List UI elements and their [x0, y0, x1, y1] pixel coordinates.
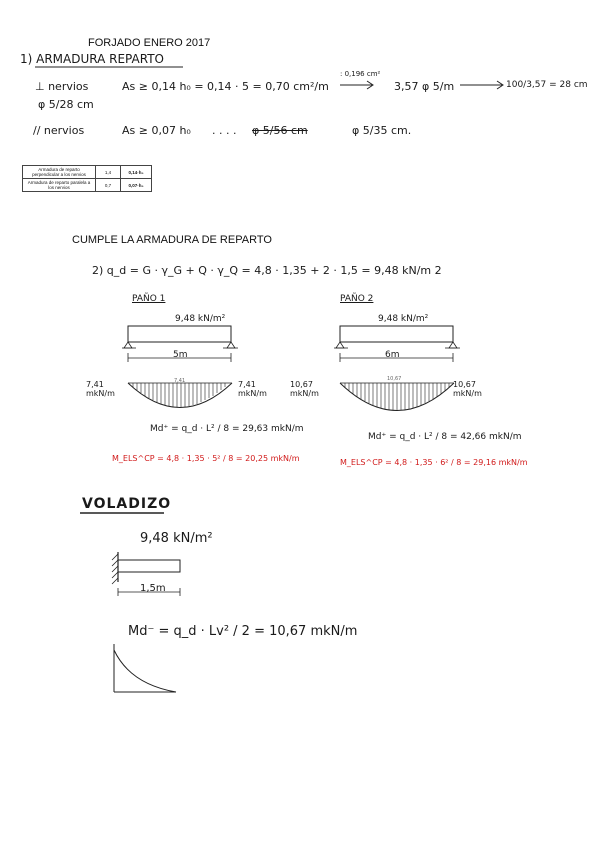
- line1-label: ⊥ nervios: [35, 80, 89, 93]
- pano2-label: PAÑO 2: [340, 294, 374, 304]
- line1-arrow-note: : 0,196 cm²: [340, 70, 381, 78]
- arrow-long: [460, 80, 510, 90]
- reference-table: [22, 165, 152, 192]
- voladizo-span: 1,5m: [140, 583, 166, 594]
- pano1-beam: [118, 320, 248, 370]
- pano1-md-eq: Md⁺ = q_d · L² / 8 = 29,63 mkN/m: [150, 424, 304, 434]
- cumple-note: CUMPLE LA ARMADURA DE REPARTO: [72, 234, 272, 246]
- voladizo-beam: [100, 548, 200, 608]
- table-cell: 0,7: [96, 179, 121, 192]
- table-cell: 0,07·h₀: [121, 179, 152, 192]
- table-cell: 0,14·h₀: [121, 166, 152, 179]
- voladizo-md-eq: Md⁻ = q_d · Lv² / 2 = 10,67 mkN/m: [128, 624, 358, 639]
- line1-spacing: 100/3,57 = 28 cm: [506, 80, 588, 90]
- section2-equation: 2) q_d = G · γ_G + Q · γ_Q = 4,8 · 1,35 + 2 · 1,5 = 9,48 kN/m 2: [92, 264, 442, 277]
- pano1-mels-eq: M_ELS^CP = 4,8 · 1,35 · 5² / 8 = 20,25 mkN/m: [112, 454, 300, 463]
- line3-result: φ 5/35 cm.: [352, 124, 412, 137]
- pano2-moment-diagram: [337, 380, 457, 424]
- line3-struck: φ 5/56 cm: [252, 124, 308, 137]
- voladizo-heading: VOLADIZO: [82, 496, 172, 512]
- voladizo-underline: [80, 512, 170, 516]
- pano1-label: PAÑO 1: [132, 294, 166, 304]
- pano1-moment-diagram: [125, 380, 235, 420]
- pano2-m-right: 10,67 mkN/m: [453, 380, 482, 398]
- table-row: [23, 166, 152, 179]
- arrow-short: [340, 80, 380, 90]
- pano2-mels-eq: M_ELS^CP = 4,8 · 1,35 · 6² / 8 = 29,16 mkN/m: [340, 458, 528, 467]
- section1-heading: [20, 52, 164, 66]
- pano2-load: 9,48 kN/m²: [378, 314, 429, 324]
- pano2-span: 6m: [385, 350, 400, 360]
- line3-equation: As ≥ 0,07 h₀: [122, 124, 191, 137]
- pano2-beam: [330, 320, 460, 370]
- page-title: FORJADO ENERO 2017: [88, 37, 211, 49]
- section1-underline: [35, 66, 195, 69]
- pano1-m-right: 7,41 mkN/m: [238, 380, 267, 398]
- pano2-m-small: 10,67: [387, 376, 402, 382]
- pano2-md-eq: Md⁺ = q_d · L² / 8 = 42,66 mkN/m: [368, 432, 522, 442]
- table-row: [23, 179, 152, 192]
- pano1-m-small: 7,41: [174, 378, 186, 384]
- table-cell: 1,4: [96, 166, 121, 179]
- pano1-m-left: 7,41 mkN/m: [86, 380, 115, 398]
- line1-result: 3,57 φ 5/m: [394, 80, 455, 93]
- line2-bar-spec: φ 5/28 cm: [38, 98, 94, 111]
- table-cell: Armadura de reparto perpendicular a los nervios: [23, 166, 96, 179]
- line3-label: // nervios: [33, 124, 85, 137]
- section1-heading-text: 1) ARMADURA REPARTO: [20, 52, 164, 66]
- line1-equation: As ≥ 0,14 h₀ = 0,14 · 5 = 0,70 cm²/m: [122, 80, 329, 93]
- pano1-load: 9,48 kN/m²: [175, 314, 226, 324]
- pano2-m-left: 10,67 mkN/m: [290, 380, 319, 398]
- voladizo-moment-diagram: [110, 640, 180, 700]
- line3-dots: . . . .: [212, 124, 237, 137]
- voladizo-load: 9,48 kN/m²: [140, 531, 213, 546]
- pano1-span: 5m: [173, 350, 188, 360]
- table-cell: Armadura de reparto paralela a los nervios: [23, 179, 96, 192]
